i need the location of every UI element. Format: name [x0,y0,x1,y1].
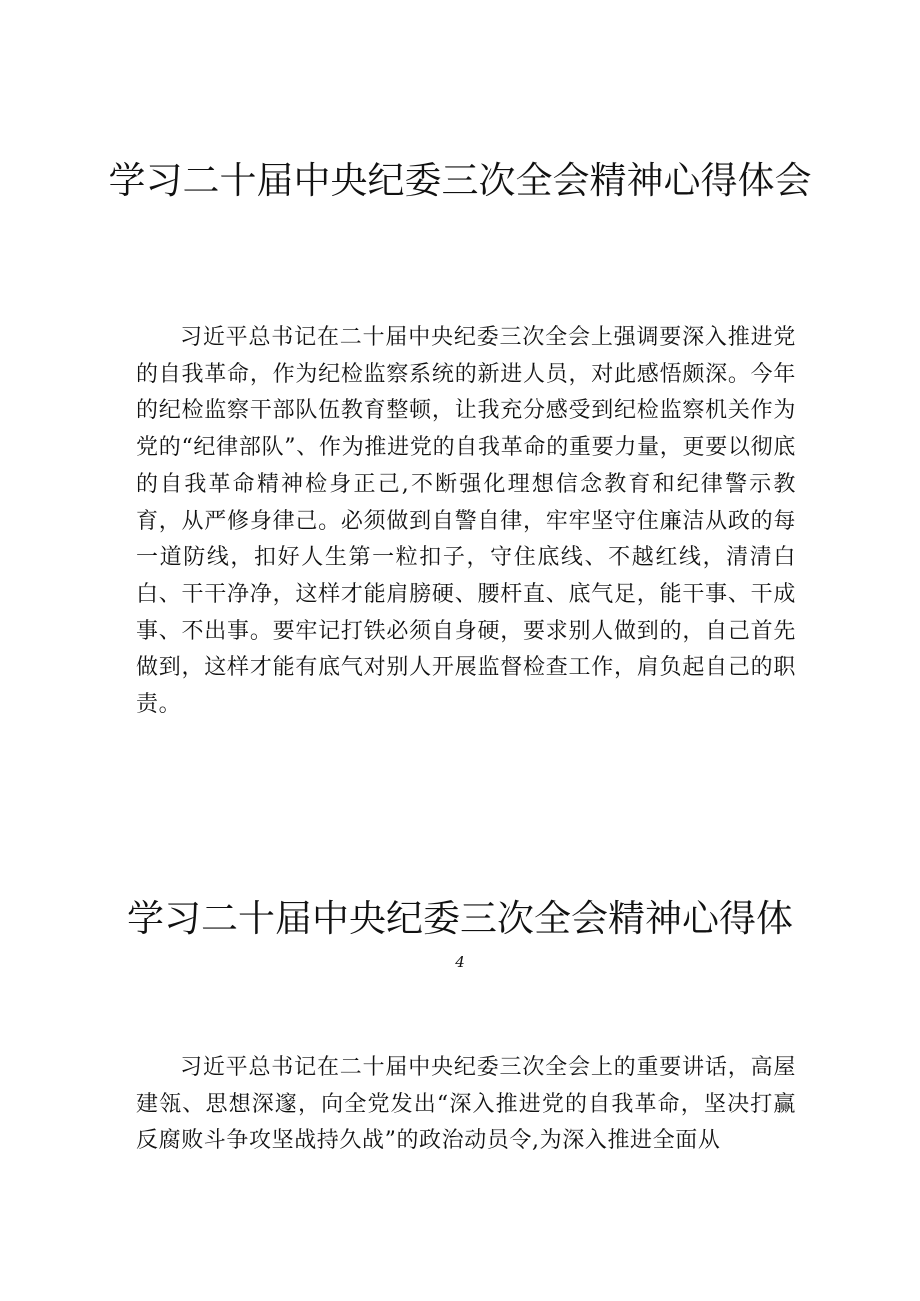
section-2-body: 习近平总书记在二十届中央纪委三次全会上的重要讲话，高屋建瓴、思想深邃，向全党发出“深入推进党的自我革命，坚决打赢反腐败斗争攻坚战持久战”的政治动员令,为深入推进全面从 [136,1055,796,1154]
section-1-body: 习近平总书记在二十届中央纪委三次全会上强调要深入推进党的自我革命，作为纪检监察系统的新进人员，对此感悟颇深。今年的纪检监察干部队伍教育整顿，让我充分感受到纪检监察机关作为党的“纪律部队”、作为推进党的自我革命的重要力量，更要以彻底的自我革命精神检身正己,不断强化理想信念教育和纪律警示教育，从严修身律己。必须做到自警自律，牢牢坚守住廉洁从政的每一道防线，扣好人生第一粒扣子，守住底线、不越红线，清清白白、干干净净，这样才能肩膀硬、腰杆直、底气足，能干事、干成事、不出事。要牢记打铁必须自身硬，要求别人做到的，自己首先做到，这样才能有底气对别人开展监督检查工作，肩负起自己的职责。 [136,325,796,718]
page-number: 4 [455,953,465,971]
section-1-title: 学习二十届中央纪委三次全会精神心得体会 [108,159,812,202]
section-2-title: 学习二十届中央纪委三次全会精神心得体 [127,897,793,940]
